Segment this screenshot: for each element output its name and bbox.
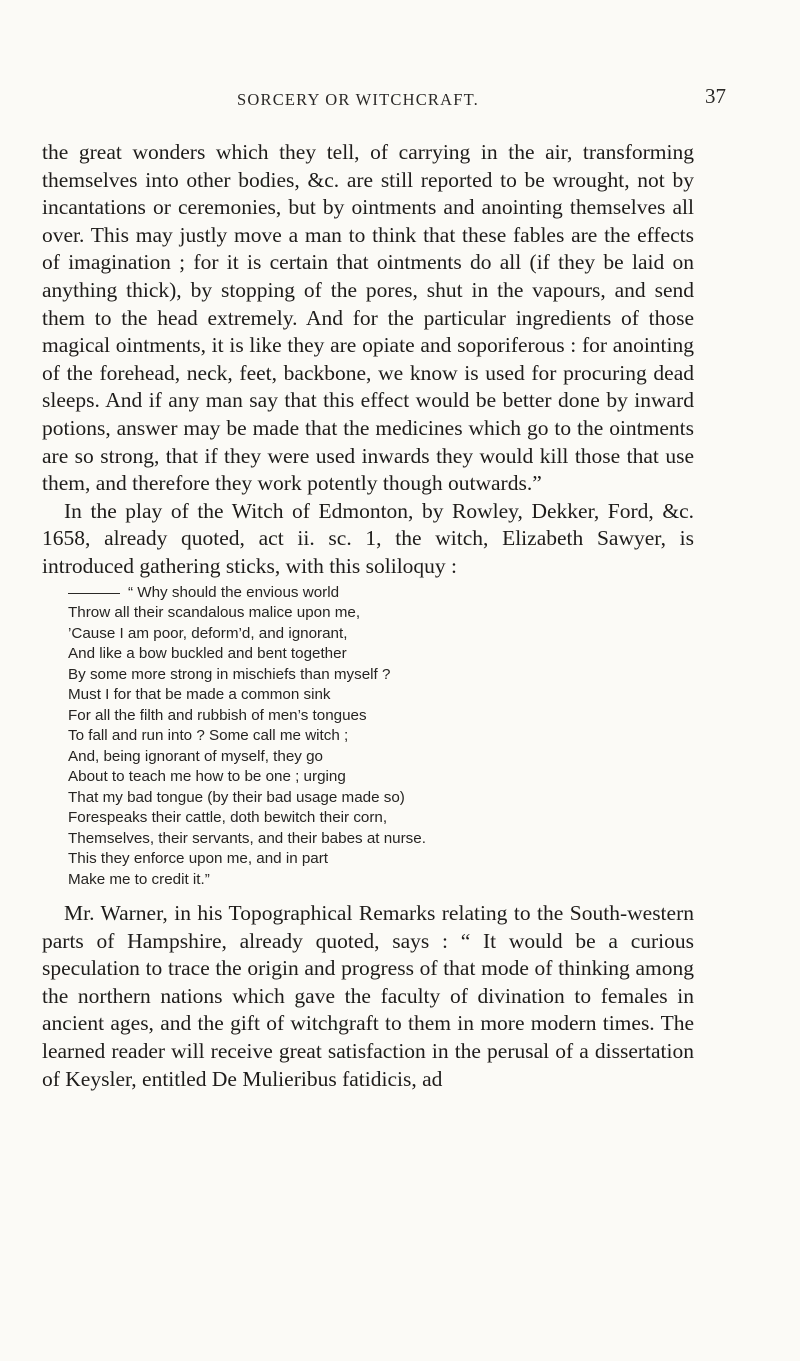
- running-head: [40, 84, 760, 114]
- verse-line: “ Why should the envious world: [68, 583, 694, 604]
- verse-line: Must I for that be made a common sink: [68, 686, 331, 703]
- body-text: [42, 139, 694, 1093]
- verse-line: This they enforce upon me, and in part: [68, 850, 329, 867]
- verse-line: Throw all their scandalous malice upon me,: [68, 604, 361, 621]
- verse-line: And like a bow buckled and bent together: [68, 645, 347, 662]
- page-number: 37: [705, 84, 726, 108]
- verse-line: That my bad tongue (by their bad usage made so): [68, 788, 405, 806]
- verse-line: Themselves, their servants, and their babes at nurse.: [68, 829, 426, 847]
- verse-line: To fall and run into ? Some call me witch ;: [68, 727, 349, 744]
- verse-line: For all the filth and rubbish of men’s tongues: [68, 706, 367, 724]
- verse-line: Forespeaks their cattle, doth bewitch their corn,: [68, 809, 388, 826]
- running-title: SORCERY OR WITCHCRAFT.: [237, 90, 480, 109]
- verse-line: ’Cause I am poor, deform’d, and ignorant,: [68, 624, 348, 642]
- paragraph-warner: Mr. Warner, in his Topographical Remarks relating to the South-western parts of Hampshire, already quoted, says : “ It would be a curious speculation to trace the origin and progress of that mode of thinking among the northern nations which gave the faculty of divination to females in ancient ages, and the gift of witchgraft to them in more modern times. The learned reader will receive great satisfaction in the perusal of a dissertation of Keysler, entitled De Mulieribus fatidicis, ad: [42, 901, 694, 1091]
- verse-quotation: [42, 583, 694, 891]
- verse-line: Make me to credit it.”: [68, 870, 210, 888]
- paragraph-witch-of-edmonton: In the play of the Witch of Edmonton, by Rowley, Dekker, Ford, &c. 1658, already quoted, act ii. sc. 1, the witch, Elizabeth Sawyer, is introduced gathering sticks, with this soliloquy :: [42, 498, 694, 578]
- verse-line: And, being ignorant of myself, they go: [68, 747, 323, 765]
- verse-line: By some more strong in mischiefs than myself ?: [68, 665, 391, 683]
- paragraph-ointments: the great wonders which they tell, of carrying in the air, transforming themselves into other bodies, &c. are still reported to be wrought, not by incantations or ceremonies, but by ointments and anointing themselves all over. This may justly move a man to think that these fables are the effects of imagination ; for it is certain that ointments do all (if they be laid on anything thick), by stopping of the pores, shut in the vapours, and send them to the head extremely. And for the particular ingredients of those magical ointments, it is like they are opiate and soporiferous : for anointing of the forehead, neck, feet, backbone, we know is used for procuring dead sleeps. And if any man say that this effect would be better done by inward potions, answer may be made that the medicines which go to the ointments are so strong, that if they were used inwards they would kill those that use them, and therefore they work potently though outwards.”: [42, 140, 694, 496]
- verse-line: About to teach me how to be one ; urging: [68, 768, 346, 785]
